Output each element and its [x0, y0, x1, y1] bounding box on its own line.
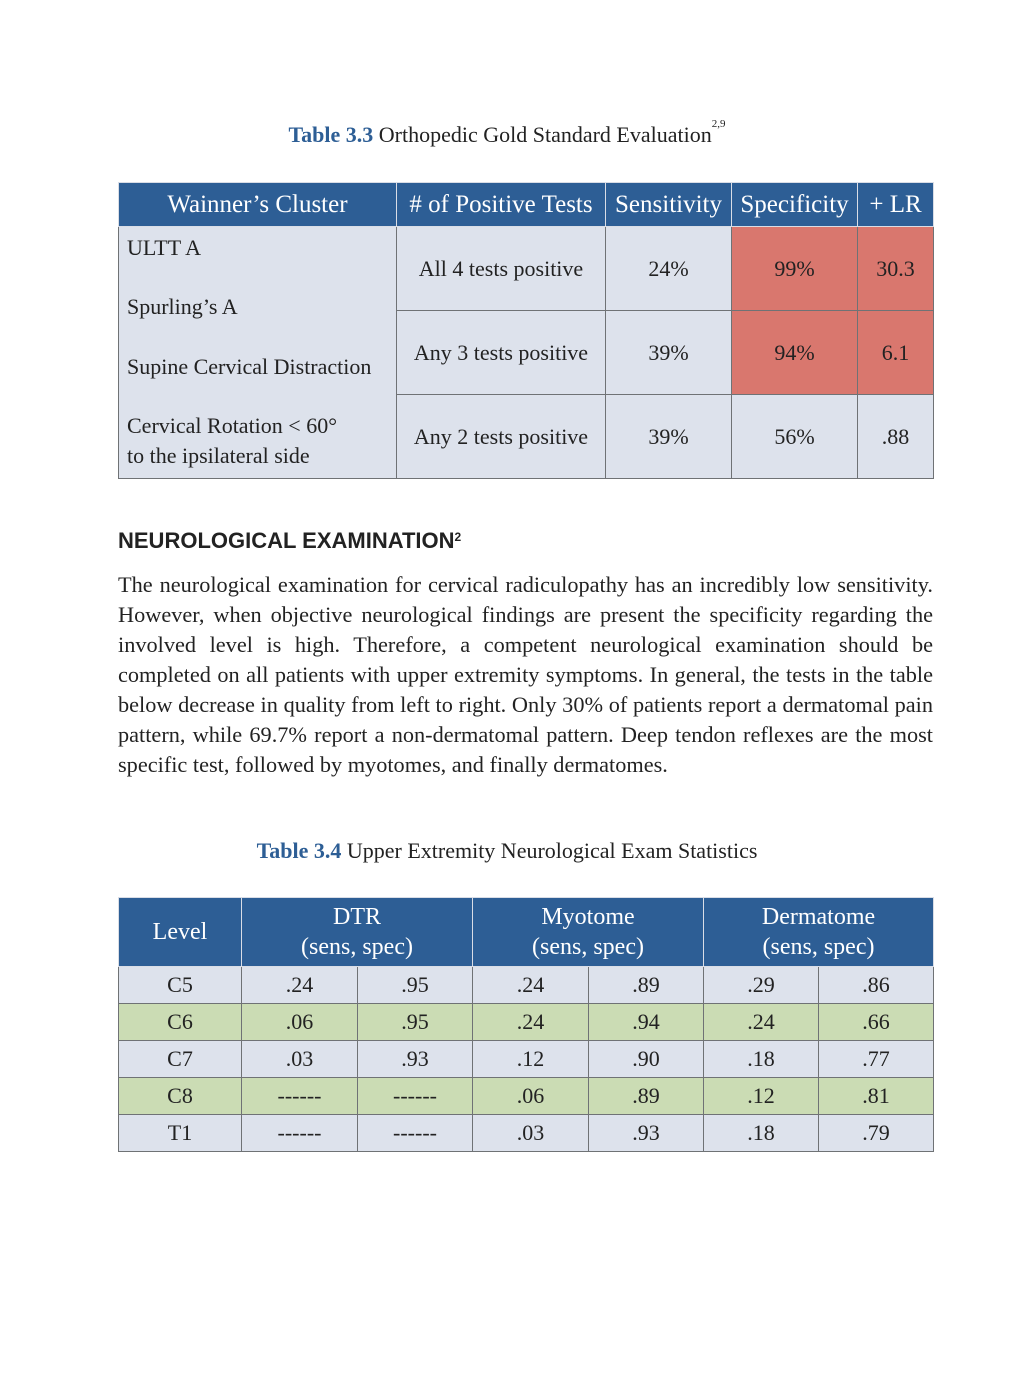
orthopedic-evaluation-table: [118, 182, 934, 479]
value-cell: .12: [704, 1078, 819, 1115]
value-cell: .89: [589, 967, 704, 1004]
value-cell: .77: [819, 1041, 934, 1078]
level-cell: T1: [119, 1115, 242, 1152]
level-cell: C8: [119, 1078, 242, 1115]
value-cell: .06: [473, 1078, 589, 1115]
value-cell: .90: [589, 1041, 704, 1078]
specificity-cell: 99%: [732, 227, 858, 311]
cluster-item: Supine Cervical Distraction: [127, 354, 372, 379]
neurological-exam-table: [118, 897, 934, 1152]
value-cell: .93: [589, 1115, 704, 1152]
table-3-3-caption: [0, 118, 1014, 148]
table-row: [119, 227, 934, 311]
value-cell: ------: [242, 1115, 358, 1152]
tests-cell: All 4 tests positive: [397, 227, 606, 311]
cluster-cell: [119, 227, 397, 479]
table-row: [119, 967, 934, 1004]
value-cell: .81: [819, 1078, 934, 1115]
value-cell: .03: [242, 1041, 358, 1078]
header-cell: Sensitivity: [606, 183, 732, 227]
value-cell: .24: [704, 1004, 819, 1041]
value-cell: .94: [589, 1004, 704, 1041]
value-cell: ------: [358, 1078, 473, 1115]
table-body: [119, 967, 934, 1152]
table-header-row: [119, 898, 934, 967]
value-cell: .18: [704, 1041, 819, 1078]
value-cell: ------: [242, 1078, 358, 1115]
tests-cell: Any 2 tests positive: [397, 395, 606, 479]
header-level: Level: [119, 898, 242, 967]
level-cell: C6: [119, 1004, 242, 1041]
value-cell: ------: [358, 1115, 473, 1152]
value-cell: .95: [358, 1004, 473, 1041]
header-myotome: [473, 898, 704, 967]
lr-cell: 30.3: [858, 227, 934, 311]
header-cell: # of Positive Tests: [397, 183, 606, 227]
cluster-item: Cervical Rotation < 60°: [127, 413, 337, 438]
level-cell: C7: [119, 1041, 242, 1078]
heading-text: NEUROLOGICAL EXAMINATION: [118, 528, 455, 553]
value-cell: .86: [819, 967, 934, 1004]
sensitivity-cell: 39%: [606, 311, 732, 395]
header-sub: (sens, spec): [762, 934, 875, 960]
cluster-item: to the ipsilateral side: [127, 443, 310, 468]
header-sub: (sens, spec): [301, 934, 413, 960]
value-cell: .06: [242, 1004, 358, 1041]
lr-cell: 6.1: [858, 311, 934, 395]
value-cell: .93: [358, 1041, 473, 1078]
body-paragraph: The neurological examination for cervical radiculopathy has an incredibly low sensitivity. However, when objective neurological findings are present the specificity regarding the involved level is high. Therefore, a competent neurological examination should be completed on all patients with upper extremity symptoms. In general, the tests in the table below decrease in quality from left to right. Only 30% of patients report a dermatomal pain pattern, while 69.7% report a non-dermatomal pattern. Deep tendon reflexes are the most specific test, followed by myotomes, and finally dermatomes.: [118, 572, 933, 777]
specificity-cell: 94%: [732, 311, 858, 395]
heading-superscript: 2: [454, 530, 462, 544]
table-title: Orthopedic Gold Standard Evaluation: [378, 122, 712, 147]
value-cell: .03: [473, 1115, 589, 1152]
sensitivity-cell: 24%: [606, 227, 732, 311]
value-cell: .12: [473, 1041, 589, 1078]
value-cell: .24: [242, 967, 358, 1004]
value-cell: .18: [704, 1115, 819, 1152]
citation-superscript: 2,9: [711, 118, 726, 130]
table-row: [119, 1115, 934, 1152]
value-cell: .66: [819, 1004, 934, 1041]
cluster-item: ULTT A: [127, 235, 201, 260]
level-cell: C5: [119, 967, 242, 1004]
section-heading: [118, 528, 461, 554]
table-number: Table 3.3: [288, 122, 374, 147]
header-label: Myotome: [541, 904, 635, 930]
table-header-row: [119, 183, 934, 227]
table-row: [119, 1078, 934, 1115]
header-dermatome: [704, 898, 934, 967]
value-cell: .29: [704, 967, 819, 1004]
sensitivity-cell: 39%: [606, 395, 732, 479]
value-cell: .24: [473, 967, 589, 1004]
header-cell: Wainner’s Cluster: [119, 183, 397, 227]
specificity-cell: 56%: [732, 395, 858, 479]
value-cell: .79: [819, 1115, 934, 1152]
table-row: [119, 1041, 934, 1078]
lr-cell: .88: [858, 395, 934, 479]
header-label: Dermatome: [761, 904, 876, 930]
table-3-4-caption: [0, 838, 1014, 864]
table-row: [119, 1004, 934, 1041]
header-cell: Specificity: [732, 183, 858, 227]
value-cell: .95: [358, 967, 473, 1004]
header-cell: + LR: [858, 183, 934, 227]
value-cell: .89: [589, 1078, 704, 1115]
header-sub: (sens, spec): [532, 934, 644, 960]
table-title: Upper Extremity Neurological Exam Statistics: [346, 838, 758, 863]
tests-cell: Any 3 tests positive: [397, 311, 606, 395]
table-number: Table 3.4: [256, 838, 342, 863]
header-dtr: [242, 898, 473, 967]
value-cell: .24: [473, 1004, 589, 1041]
header-label: DTR: [333, 904, 381, 930]
cluster-item: Spurling’s A: [127, 294, 238, 319]
